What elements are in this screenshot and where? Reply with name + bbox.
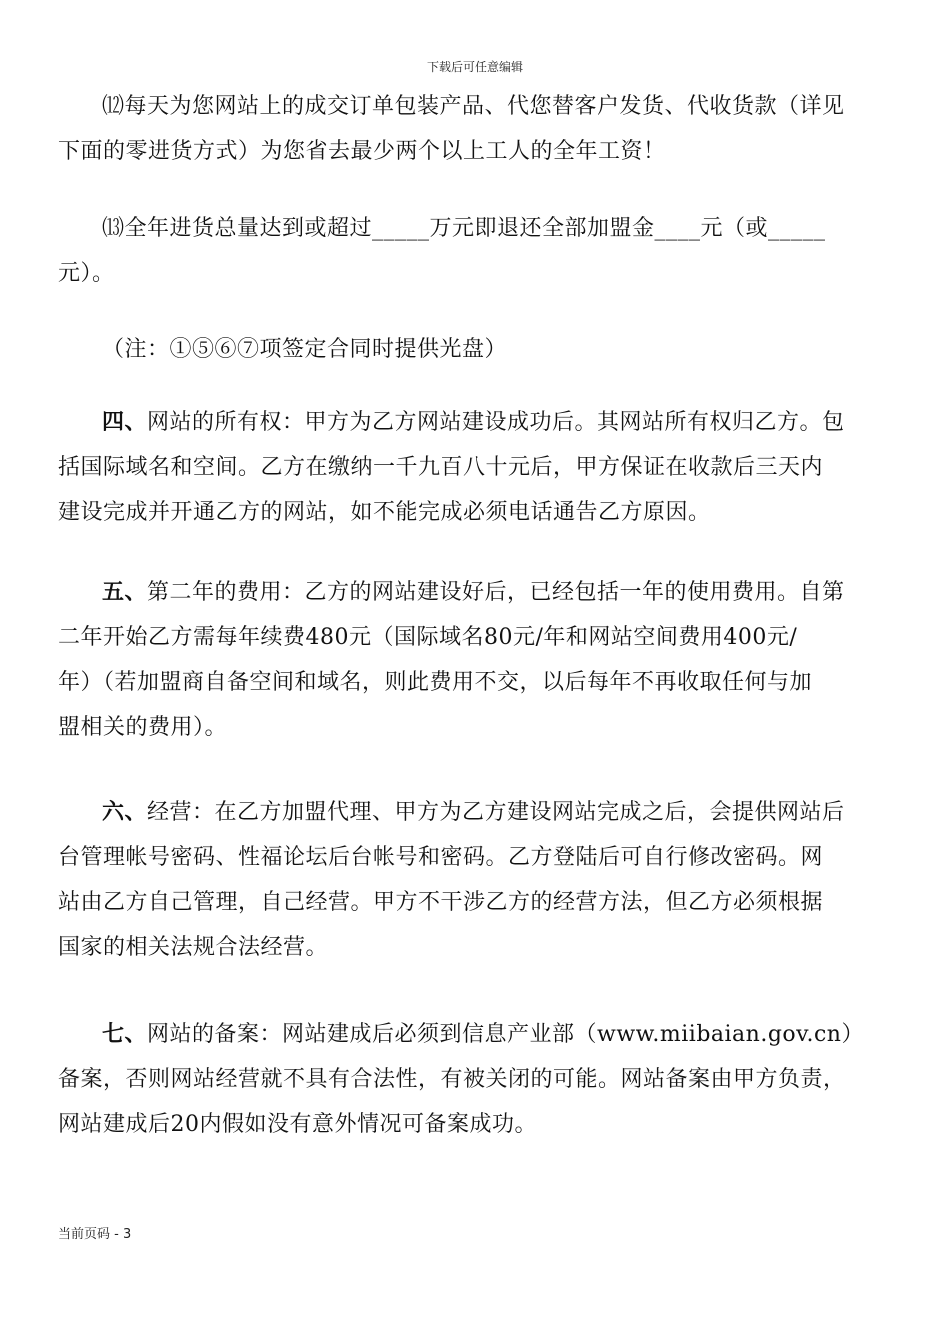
section-4-line-1 xyxy=(58,400,892,445)
section-4-heading: 四、 xyxy=(102,409,148,435)
section-6-line-1-text: 经营：在乙方加盟代理、甲方为乙方建设网站完成之后，会提供网站后 xyxy=(147,800,845,825)
section-5-line-3: 年）（若加盟商自备空间和域名，则此费用不交，以后每年不再收取任何与加 xyxy=(58,670,813,695)
item-12-paragraph xyxy=(58,84,892,174)
section-6-heading: 六、 xyxy=(102,799,148,825)
section-7-line-1-text: 网站的备案：网站建成后必须到信息产业部（www.miibaian.gov.cn） xyxy=(147,1022,864,1047)
section-4-line-3: 建设完成并开通乙方的网站，如不能完成必须电话通告乙方原因。 xyxy=(58,500,711,525)
item-12-line-2: 下面的零进货方式）为您省去最少两个以上工人的全年工资！ xyxy=(58,139,666,164)
section-5-paragraph xyxy=(58,570,892,750)
item-12-line-1: ⑿每天为您网站上的成交订单包装产品、代您替客户发货、代收货款（详见 xyxy=(102,94,845,119)
section-7-heading: 七、 xyxy=(102,1021,148,1047)
section-6-line-2: 台管理帐号密码、性福论坛后台帐号和密码。乙方登陆后可自行修改密码。网 xyxy=(58,845,824,870)
section-6-line-1 xyxy=(58,790,892,835)
section-6-line-3: 站由乙方自己管理，自己经营。甲方不干涉乙方的经营方法，但乙方必须根据 xyxy=(58,890,824,915)
section-5-line-2: 二年开始乙方需每年续费480元（国际域名80元/年和网站空间费用400元/ xyxy=(58,625,798,650)
section-5-line-1 xyxy=(58,570,892,615)
page-footer: 当前页码 - 3 xyxy=(58,1227,132,1242)
note-paragraph xyxy=(58,327,892,372)
section-4-paragraph xyxy=(58,400,892,535)
section-7-line-3: 网站建成后20内假如没有意外情况可备案成功。 xyxy=(58,1112,537,1137)
section-5-heading: 五、 xyxy=(102,579,148,605)
section-4-line-2: 括国际域名和空间。乙方在缴纳一千九百八十元后，甲方保证在收款后三天内 xyxy=(58,455,824,480)
item-13-line-2: 元）。 xyxy=(58,261,115,286)
item-13-line-1: ⒀全年进货总量达到或超过_____万元即退还全部加盟金____元（或_____ xyxy=(102,216,826,241)
section-7-line-1 xyxy=(58,1012,892,1057)
section-6-line-4: 国家的相关法规合法经营。 xyxy=(58,935,329,960)
section-7-line-2: 备案，否则网站经营就不具有合法性，有被关闭的可能。网站备案由甲方负责， xyxy=(58,1067,846,1092)
section-6-paragraph xyxy=(58,790,892,970)
note-line-1: （注：①⑤⑥⑦项签定合同时提供光盘） xyxy=(102,337,508,362)
section-4-line-1-text: 网站的所有权：甲方为乙方网站建设成功后。其网站所有权归乙方。包 xyxy=(147,410,845,435)
section-7-paragraph xyxy=(58,1012,892,1147)
section-5-line-4: 盟相关的费用）。 xyxy=(58,715,228,740)
page-header: 下载后可任意编辑 xyxy=(426,60,523,74)
section-5-line-1-text: 第二年的费用：乙方的网站建设好后，已经包括一年的使用费用。自第 xyxy=(147,580,845,605)
item-13-paragraph xyxy=(58,206,892,296)
